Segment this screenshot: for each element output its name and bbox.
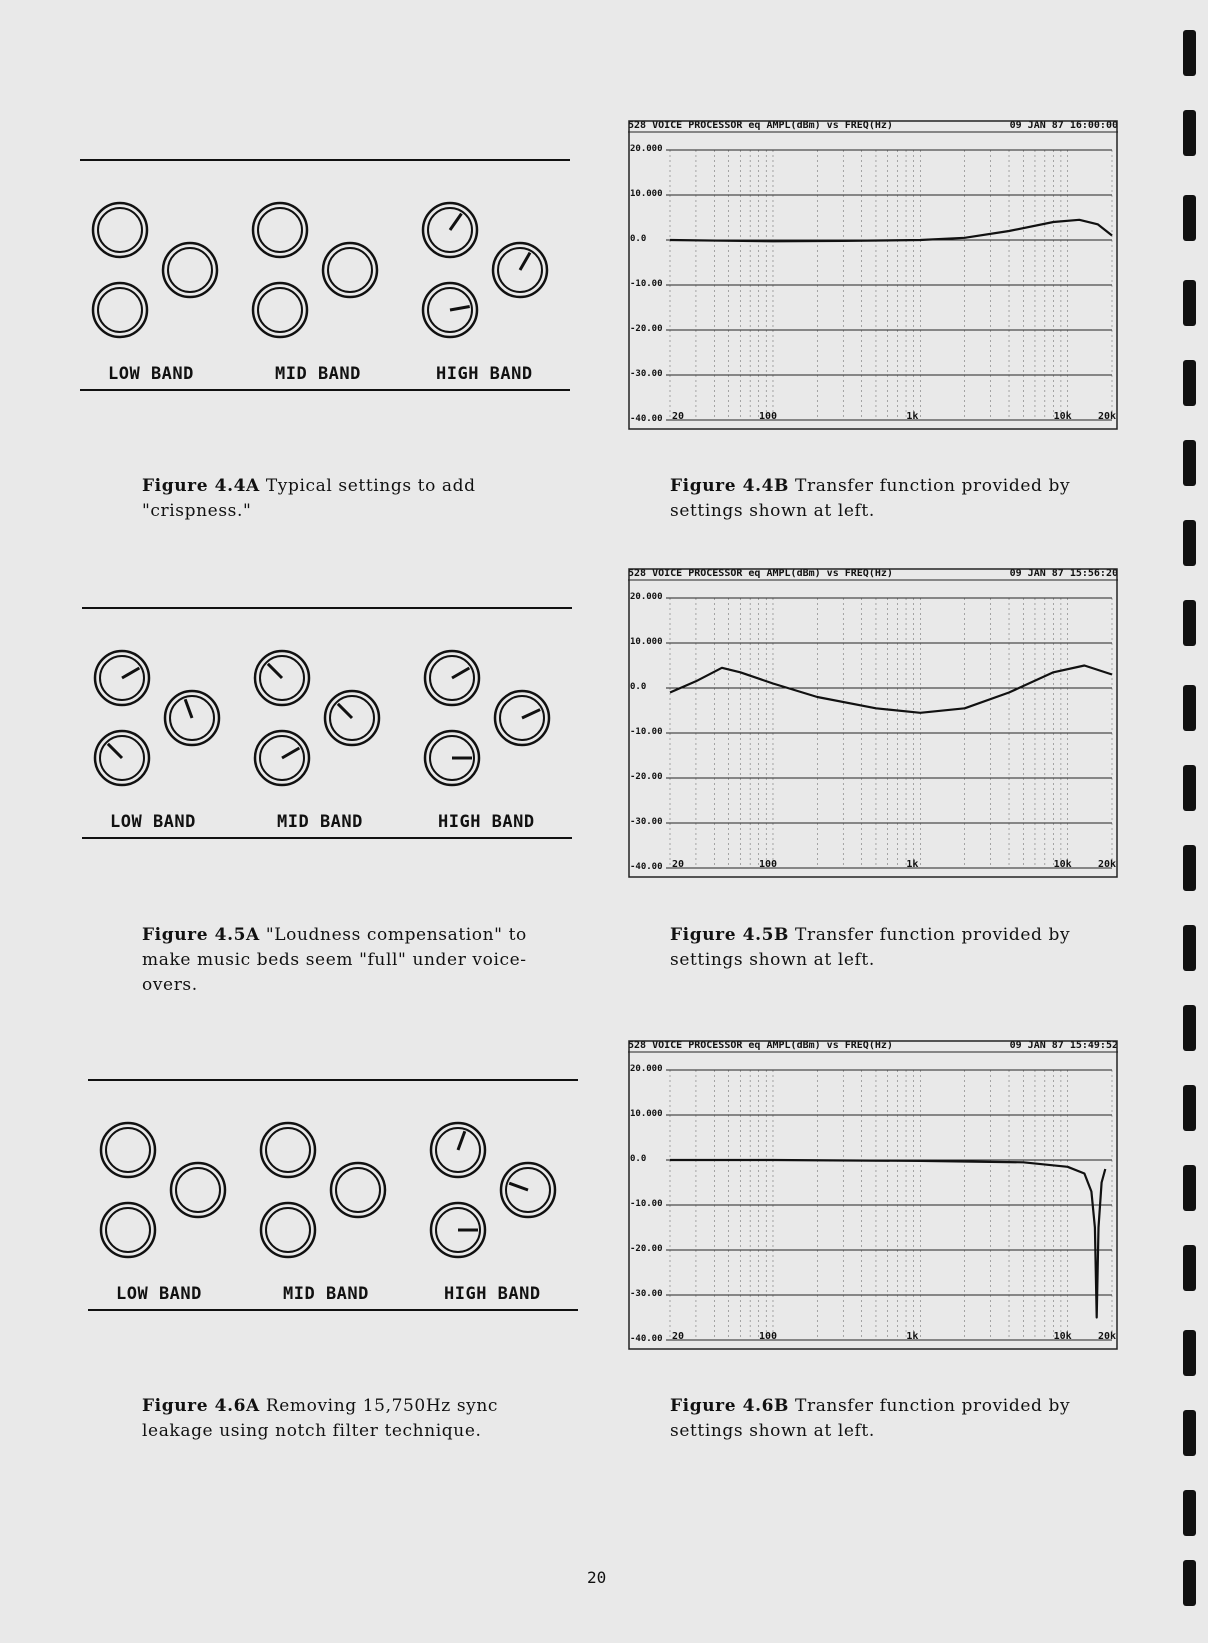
y-tick-label: -20.00 <box>630 324 663 334</box>
binding-mark <box>1183 1085 1196 1131</box>
binding-mark <box>1183 765 1196 811</box>
y-tick-label: -30.00 <box>630 1289 663 1299</box>
knob-panel-4-5a <box>82 598 572 858</box>
knob-pointer <box>338 704 352 718</box>
knob-pointer <box>450 307 470 310</box>
x-tick-label: 10k <box>1053 1331 1072 1342</box>
mid-band-lower-knob <box>253 283 307 337</box>
binding-mark <box>1183 360 1196 406</box>
binding-mark <box>1183 1005 1196 1051</box>
low-band-upper-knob <box>93 203 147 257</box>
knob-pointer <box>520 253 530 270</box>
binding-mark <box>1183 30 1196 76</box>
knob-pointer <box>522 710 540 718</box>
mid-band-label: MID BAND <box>275 364 361 384</box>
binding-mark <box>1183 1245 1196 1291</box>
high-band-upper-knob <box>431 1123 485 1177</box>
binding-mark <box>1183 1330 1196 1376</box>
mid-band-middle-knob <box>325 691 379 745</box>
y-tick-label: -40.00 <box>630 414 663 424</box>
plot-timestamp: 09 JAN 87 16:00:00 <box>1009 120 1118 131</box>
low-band-lower-knob <box>93 283 147 337</box>
figure-4-6a-caption <box>142 1394 562 1444</box>
x-tick-label: 20 <box>672 1331 685 1342</box>
mid-band-lower-knob <box>255 731 309 785</box>
y-tick-label: 10.000 <box>630 1109 663 1119</box>
binding-mark <box>1183 280 1196 326</box>
low-band-label: LOW BAND <box>108 364 194 384</box>
x-tick-label: 10k <box>1053 859 1072 870</box>
high-band-label: HIGH BAND <box>436 364 533 384</box>
plot-header: 528 VOICE PROCESSOR eq AMPL(dBm) vs FREQ(Hz) <box>628 120 893 131</box>
x-tick-label: 1k <box>906 1331 919 1342</box>
low-band-label: LOW BAND <box>110 812 196 832</box>
high-band-lower-knob <box>423 283 477 337</box>
binding-mark <box>1183 1165 1196 1211</box>
mid-band-lower-knob <box>261 1203 315 1257</box>
y-tick-label: -30.00 <box>630 369 663 379</box>
low-band-lower-knob <box>101 1203 155 1257</box>
caption-text: Transfer function provided by settings shown at left. <box>670 925 1071 970</box>
y-tick-label: 20.000 <box>630 592 663 602</box>
knob-panel-4-6a <box>88 1070 578 1330</box>
mid-band-middle-knob <box>323 243 377 297</box>
figure-4-5a-caption <box>142 923 572 998</box>
high-band-middle-knob <box>493 243 547 297</box>
high-band-middle-knob <box>495 691 549 745</box>
high-band-lower-knob <box>425 731 479 785</box>
binding-mark <box>1183 1410 1196 1456</box>
figure-label: Figure 4.6A <box>142 1396 260 1416</box>
binding-mark <box>1183 440 1196 486</box>
plot-header: 528 VOICE PROCESSOR eq AMPL(dBm) vs FREQ(Hz) <box>628 568 893 579</box>
y-tick-label: -10.00 <box>630 279 663 289</box>
x-tick-label: 100 <box>758 859 778 870</box>
low-band-middle-knob <box>171 1163 225 1217</box>
y-tick-label: -20.00 <box>630 1244 663 1254</box>
low-band-middle-knob <box>165 691 219 745</box>
figure-4-4a-caption <box>142 474 562 524</box>
plot-area <box>628 568 1118 878</box>
figure-label: Figure 4.4B <box>670 476 790 496</box>
transfer-plot-4-5b <box>628 568 1118 878</box>
y-tick-label: -10.00 <box>630 1199 663 1209</box>
plot-header: 528 VOICE PROCESSOR eq AMPL(dBm) vs FREQ(Hz) <box>628 1040 893 1051</box>
knob-pointer <box>268 664 282 678</box>
x-tick-label: 20k <box>1098 411 1117 422</box>
y-tick-label: 10.000 <box>630 637 663 647</box>
knob-pointer <box>108 744 122 758</box>
plot-area <box>628 1040 1118 1350</box>
plot-area <box>628 120 1118 430</box>
figure-4-6b-caption <box>670 1394 1100 1444</box>
low-band-label: LOW BAND <box>116 1284 202 1304</box>
y-tick-label: 0.0 <box>630 682 647 692</box>
knob-pointer <box>282 748 299 758</box>
binding-mark <box>1183 1560 1196 1606</box>
x-tick-label: 10k <box>1053 411 1072 422</box>
y-tick-label: -40.00 <box>630 862 663 872</box>
page-number: 20 <box>587 1568 607 1587</box>
knob-pointer <box>122 668 139 678</box>
knob-pointer <box>458 1131 465 1150</box>
y-tick-label: -30.00 <box>630 817 663 827</box>
y-tick-label: 20.000 <box>630 1064 663 1074</box>
figure-label: Figure 4.5B <box>670 925 790 945</box>
high-band-middle-knob <box>501 1163 555 1217</box>
transfer-curve <box>670 1160 1105 1318</box>
knob-panel-4-4a <box>80 150 570 410</box>
high-band-upper-knob <box>423 203 477 257</box>
knob-pointer <box>452 668 469 678</box>
binding-mark <box>1183 925 1196 971</box>
mid-band-upper-knob <box>253 203 307 257</box>
transfer-curve <box>670 220 1112 242</box>
binding-mark <box>1183 685 1196 731</box>
transfer-plot-4-4b <box>628 120 1118 430</box>
x-tick-label: 100 <box>758 411 778 422</box>
plot-timestamp: 09 JAN 87 15:56:20 <box>1009 568 1118 579</box>
high-band-label: HIGH BAND <box>444 1284 541 1304</box>
x-tick-label: 1k <box>906 859 919 870</box>
low-band-lower-knob <box>95 731 149 785</box>
binding-mark <box>1183 195 1196 241</box>
binding-mark <box>1183 1490 1196 1536</box>
caption-text: Removing 15,750Hz sync leakage using notch filter technique. <box>142 1396 499 1441</box>
x-tick-label: 100 <box>758 1331 778 1342</box>
binding-mark <box>1183 845 1196 891</box>
figure-label: Figure 4.5A <box>142 925 260 945</box>
figure-4-5b-caption <box>670 923 1100 973</box>
knob-pointer <box>509 1183 528 1190</box>
mid-band-label: MID BAND <box>283 1284 369 1304</box>
mid-band-middle-knob <box>331 1163 385 1217</box>
figure-4-4b-caption <box>670 474 1100 524</box>
caption-text: Transfer function provided by settings shown at left. <box>670 1396 1071 1441</box>
transfer-plot-4-6b <box>628 1040 1118 1350</box>
figure-label: Figure 4.6B <box>670 1396 790 1416</box>
plot-timestamp: 09 JAN 87 15:49:52 <box>1009 1040 1118 1051</box>
y-tick-label: -20.00 <box>630 772 663 782</box>
binding-mark <box>1183 600 1196 646</box>
y-tick-label: -10.00 <box>630 727 663 737</box>
x-tick-label: 20 <box>672 411 685 422</box>
low-band-upper-knob <box>95 651 149 705</box>
low-band-upper-knob <box>101 1123 155 1177</box>
y-tick-label: 0.0 <box>630 234 647 244</box>
binding-mark <box>1183 110 1196 156</box>
low-band-middle-knob <box>163 243 217 297</box>
y-tick-label: -40.00 <box>630 1334 663 1344</box>
caption-text: "Loudness compensation" to make music beds seem "full" under voice-overs. <box>142 925 527 995</box>
figure-label: Figure 4.4A <box>142 476 260 496</box>
high-band-label: HIGH BAND <box>438 812 535 832</box>
x-tick-label: 1k <box>906 411 919 422</box>
y-tick-label: 0.0 <box>630 1154 647 1164</box>
y-tick-label: 20.000 <box>630 144 663 154</box>
high-band-upper-knob <box>425 651 479 705</box>
mid-band-label: MID BAND <box>277 812 363 832</box>
binding-mark <box>1183 520 1196 566</box>
transfer-curve <box>670 666 1112 713</box>
x-tick-label: 20 <box>672 859 685 870</box>
y-tick-label: 10.000 <box>630 189 663 199</box>
x-tick-label: 20k <box>1098 859 1117 870</box>
mid-band-upper-knob <box>261 1123 315 1177</box>
high-band-lower-knob <box>431 1203 485 1257</box>
knob-pointer <box>185 699 192 718</box>
knob-pointer <box>450 214 461 230</box>
x-tick-label: 20k <box>1098 1331 1117 1342</box>
caption-text: Typical settings to add "crispness." <box>142 476 476 521</box>
mid-band-upper-knob <box>255 651 309 705</box>
caption-text: Transfer function provided by settings shown at left. <box>670 476 1071 521</box>
binding-edge <box>1178 0 1208 1643</box>
